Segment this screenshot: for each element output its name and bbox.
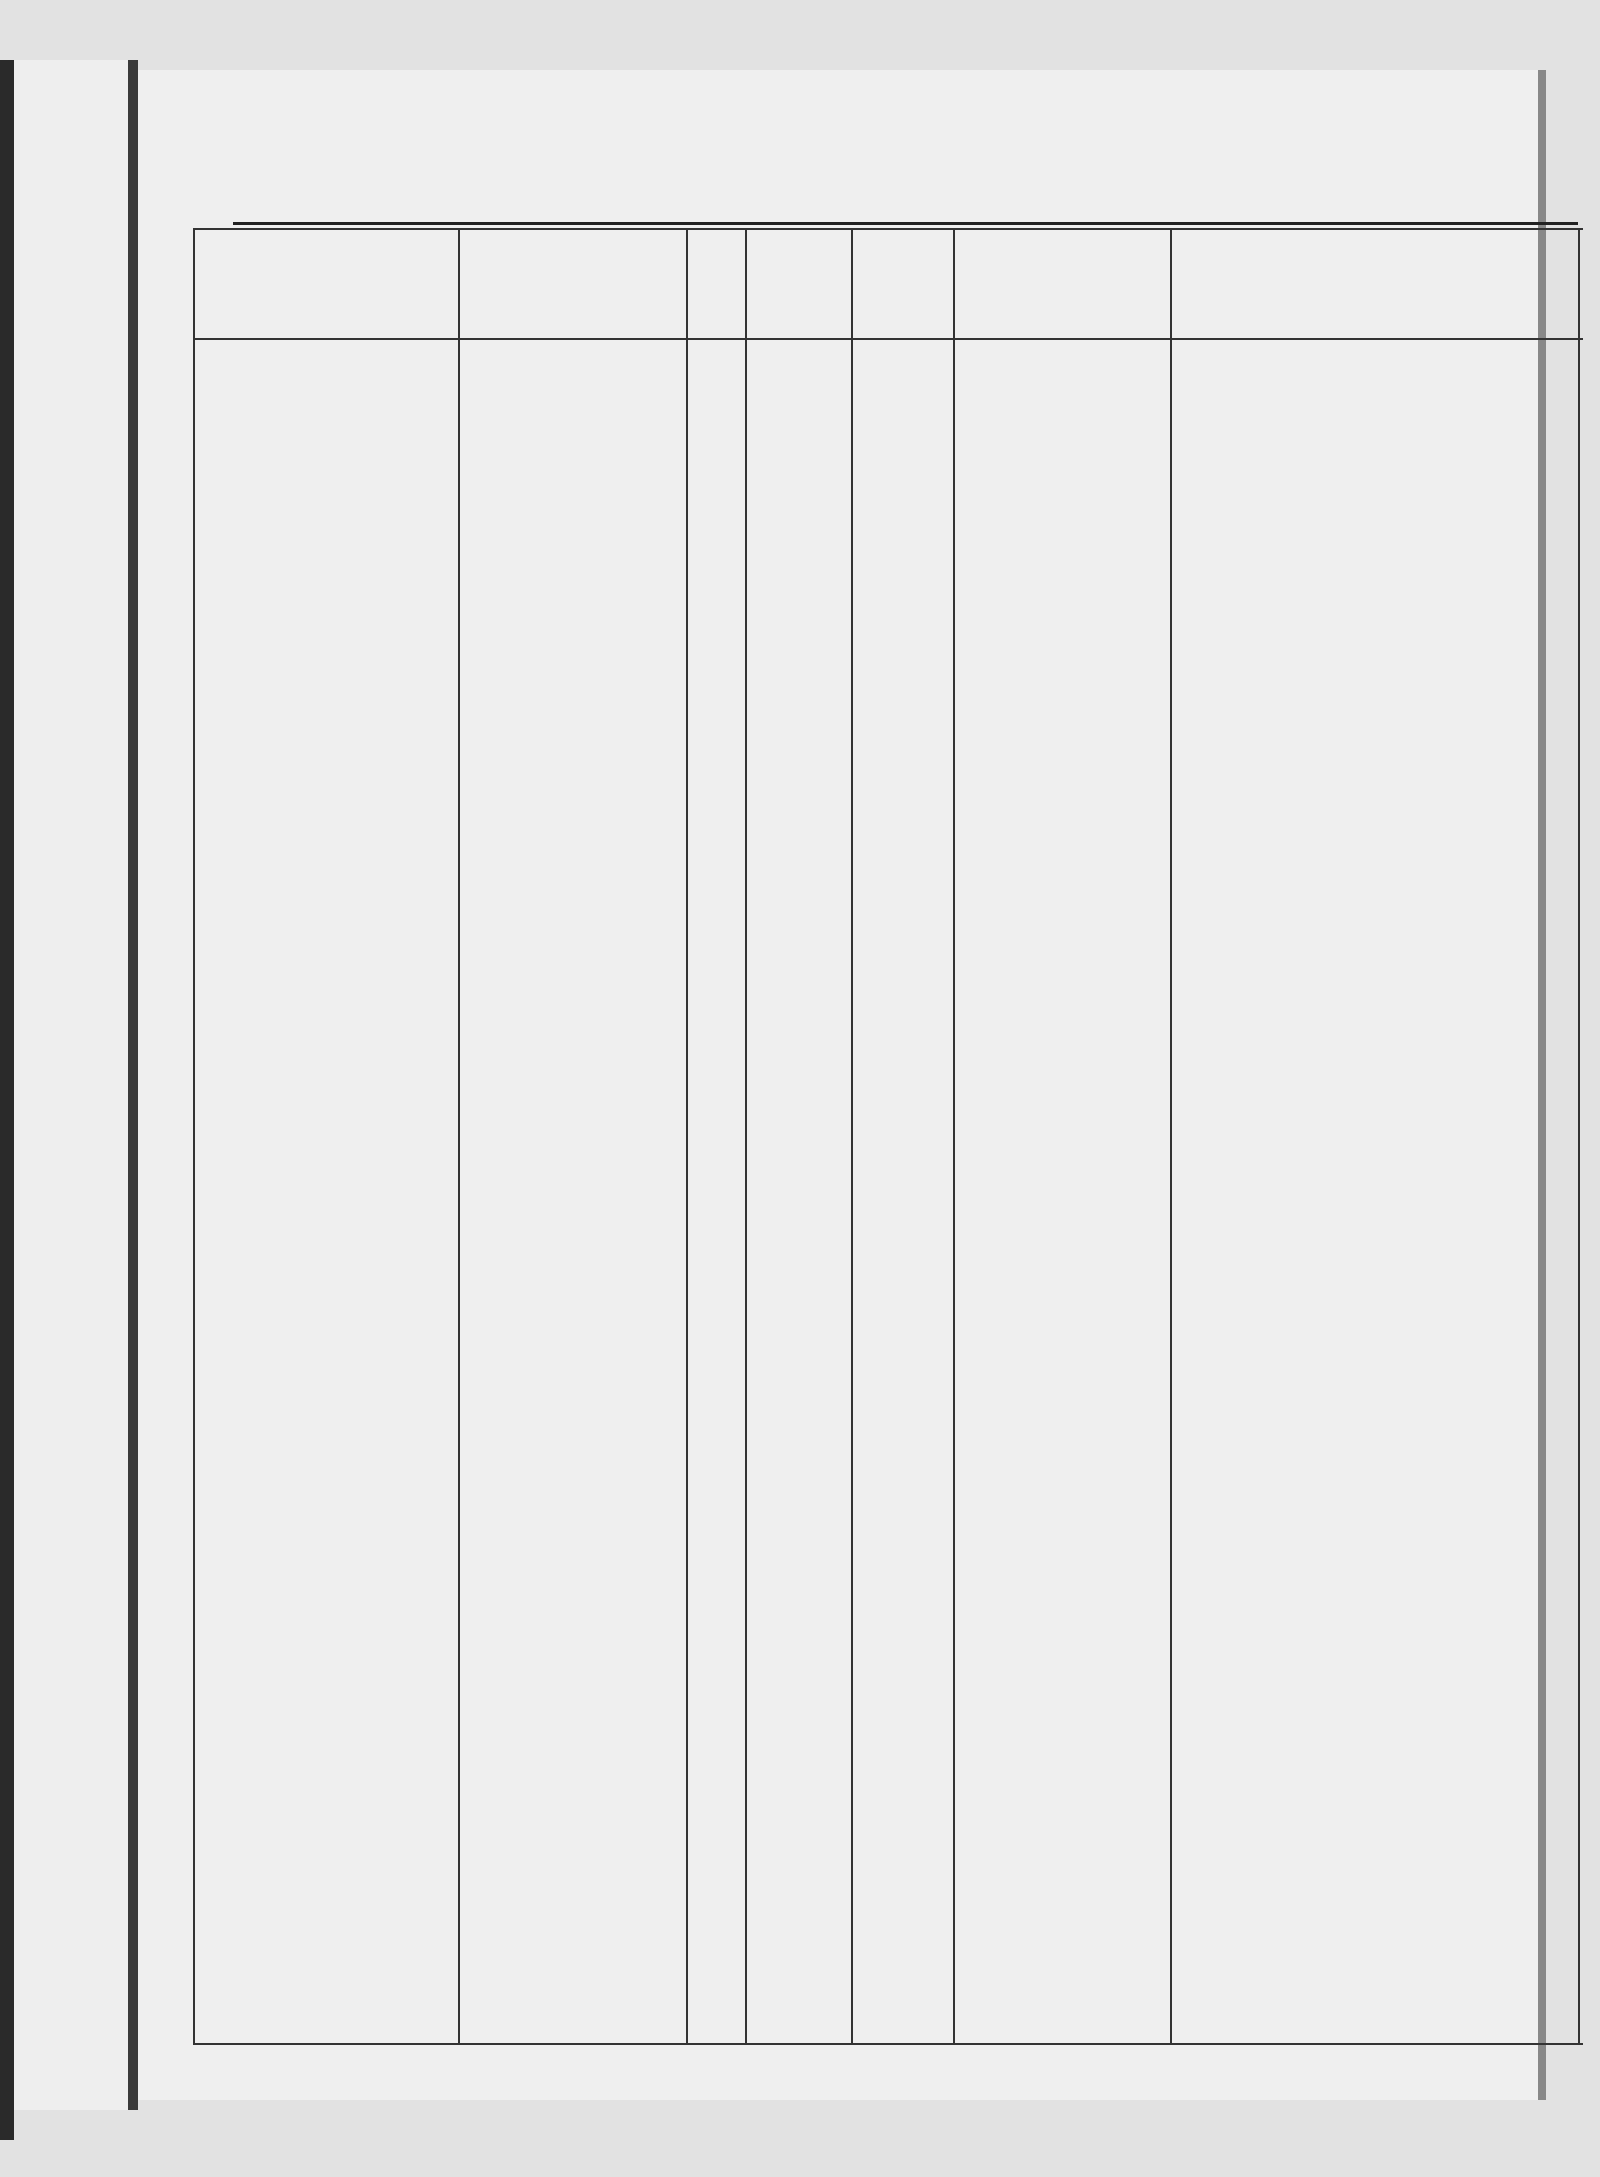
column-divider xyxy=(458,228,460,2043)
column-divider xyxy=(953,228,955,2043)
column-divider xyxy=(686,228,688,2043)
column-divider xyxy=(745,228,747,2043)
column-header-strasse xyxy=(196,235,456,395)
column-header-kreise xyxy=(956,235,1168,399)
table-top-rule xyxy=(193,228,1583,230)
table-bottom-rule xyxy=(193,2043,1583,2045)
adjacent-page-strip xyxy=(14,60,128,2110)
column-divider xyxy=(851,228,853,2043)
column-header-kirchspiel xyxy=(460,235,685,423)
scan-dark-edge xyxy=(0,60,14,2140)
column-divider xyxy=(1170,228,1172,2043)
column-header-polizeibezirk xyxy=(750,235,848,415)
table-border-left xyxy=(193,228,195,2043)
directory-page xyxy=(138,70,1538,2100)
page-header xyxy=(258,190,1578,222)
table-border-right xyxy=(1578,228,1580,2043)
column-header-schulbezirk xyxy=(690,235,742,335)
book-spine xyxy=(128,60,138,2110)
header-rule xyxy=(233,222,1578,225)
column-header-wohlfahrtsstellen xyxy=(1174,235,1576,419)
column-header-standesamtsbezirk xyxy=(854,235,952,401)
